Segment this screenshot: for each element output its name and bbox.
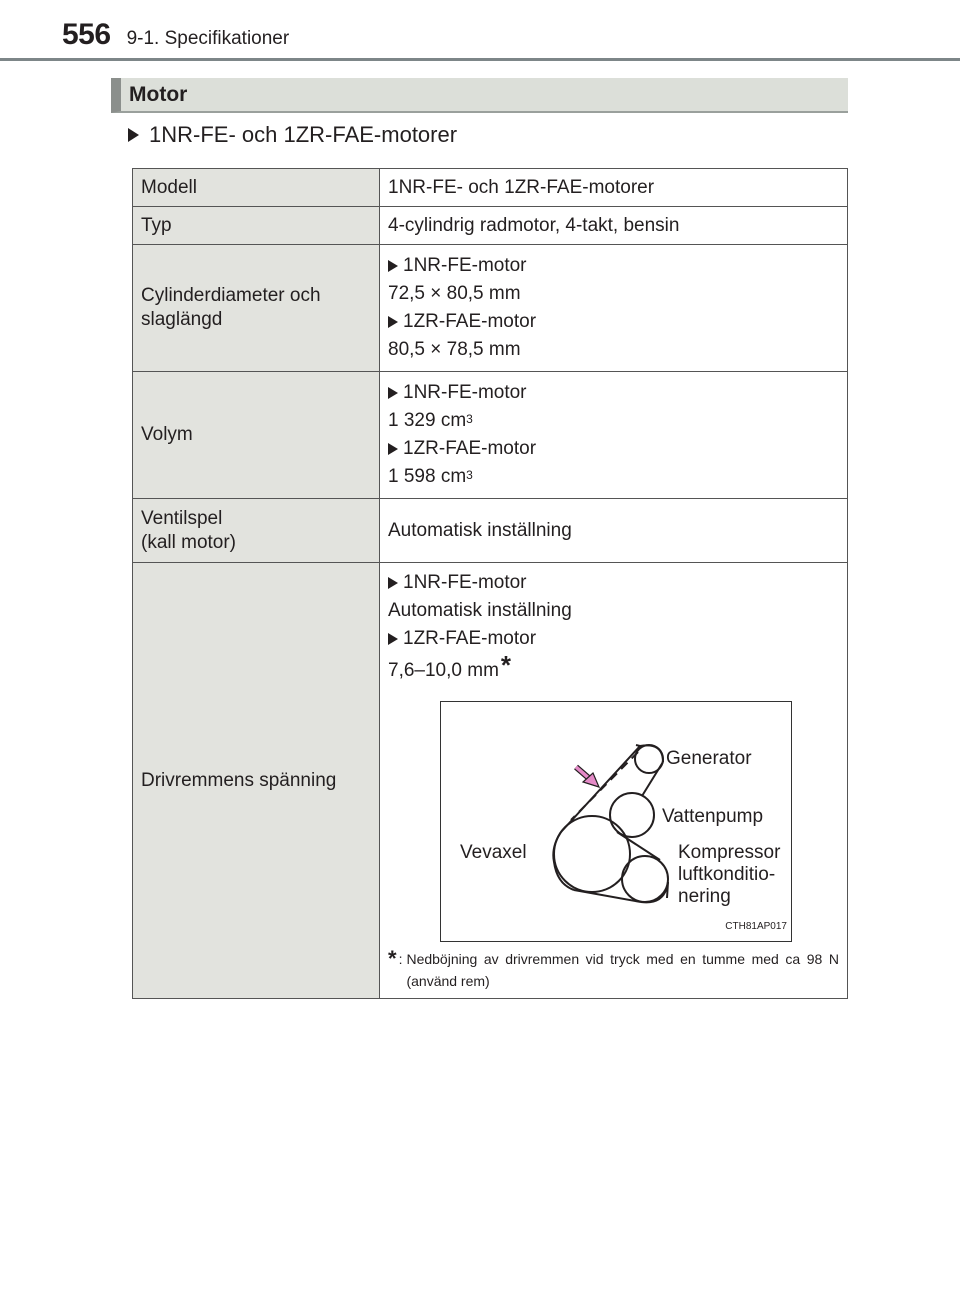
table-row — [133, 372, 848, 499]
row-label: Typ — [133, 207, 380, 245]
triangle-bullet-icon — [388, 443, 398, 455]
section-title: 9-1. Specifikationer — [126, 28, 290, 49]
row-value: 1NR-FE- och 1ZR-FAE-motorer — [380, 169, 848, 207]
row-value — [380, 563, 848, 999]
engine-value: Automatisk inställning — [388, 600, 572, 621]
engine-line — [388, 569, 839, 597]
water-pump-label: Vattenpump — [662, 806, 764, 827]
engine-name: 1NR-FE-motor — [403, 572, 527, 593]
engine-value: 7,6–10,0 mm — [388, 660, 499, 681]
compressor-label-line: nering — [678, 886, 731, 907]
compressor-label-line: luftkonditio- — [678, 864, 776, 885]
engine-line — [388, 252, 839, 280]
row-value — [380, 372, 848, 499]
value-line — [388, 597, 839, 625]
row-label — [133, 499, 380, 563]
table-row — [133, 245, 848, 372]
sub-heading — [128, 122, 457, 148]
header-rule — [0, 58, 960, 61]
triangle-bullet-icon — [388, 260, 398, 272]
deflected-belt — [571, 752, 638, 820]
footnote-text: Nedböjning av drivremmen vid tryck med en tumme med ca 98 N (använd rem) — [406, 951, 839, 989]
footnote-mark: * — [388, 946, 397, 971]
engine-name: 1NR-FE-motor — [403, 382, 527, 403]
engine-name: 1NR-FE-motor — [403, 255, 527, 276]
value-line — [388, 650, 839, 689]
triangle-bullet-icon — [388, 316, 398, 328]
engine-value: 1 598 cm — [388, 466, 467, 487]
engine-name: 1ZR-FAE-motor — [403, 438, 537, 459]
engine-value: 72,5 × 80,5 mm — [388, 283, 521, 304]
table-row — [133, 563, 848, 999]
section-heading: Motor — [129, 82, 188, 106]
sub-heading-text: 1NR-FE- och 1ZR-FAE-motorer — [149, 122, 458, 147]
value-line — [388, 336, 839, 364]
engine-value: 80,5 × 78,5 mm — [388, 339, 521, 360]
water-pump-pulley — [610, 793, 654, 837]
compressor-label-line: Kompressor — [678, 842, 781, 863]
row-label-line: Ventilspel — [141, 507, 223, 529]
page-number: 556 — [62, 18, 111, 51]
press-arrow-icon — [576, 767, 599, 787]
engine-name: 1ZR-FAE-motor — [403, 311, 537, 332]
row-label: Modell — [133, 169, 380, 207]
section-bar — [111, 78, 848, 113]
row-value: 4-cylindrig radmotor, 4-takt, bensin — [380, 207, 848, 245]
triangle-bullet-icon — [388, 577, 398, 589]
footnote — [388, 948, 839, 998]
row-value: Automatisk inställning — [380, 499, 848, 563]
figure-code: CTH81AP017 — [725, 921, 787, 932]
value-line: 1 329 cm $^3$ — [388, 410, 473, 431]
row-label-line: (kall motor) — [141, 531, 237, 553]
row-value — [380, 245, 848, 372]
crankshaft-label: Vevaxel — [460, 842, 527, 863]
table-row — [133, 207, 848, 245]
engine-line — [388, 435, 839, 463]
belt-diagram — [440, 701, 792, 942]
footnote-separator: : — [398, 951, 403, 967]
table-row — [133, 499, 848, 563]
value-line: 1 598 cm $^3$ — [388, 466, 473, 487]
engine-name: 1ZR-FAE-motor — [403, 628, 537, 649]
engine-line — [388, 625, 839, 653]
footnote-mark: * — [500, 650, 512, 680]
spec-table — [132, 168, 848, 999]
triangle-bullet-icon — [128, 128, 139, 142]
triangle-bullet-icon — [388, 633, 398, 645]
engine-value: 1 329 cm — [388, 410, 467, 431]
row-label: Cylinderdiameter och slaglängd — [133, 245, 380, 372]
page-header — [62, 18, 289, 58]
engine-line — [388, 308, 839, 336]
value-line — [388, 280, 839, 308]
compressor-label — [678, 842, 780, 908]
triangle-bullet-icon — [388, 387, 398, 399]
table-row — [133, 169, 848, 207]
engine-line — [388, 379, 839, 407]
row-label: Volym — [133, 372, 380, 499]
row-label: Drivremmens spänning — [133, 563, 380, 999]
generator-label: Generator — [666, 748, 752, 769]
compressor-pulley — [622, 856, 668, 902]
